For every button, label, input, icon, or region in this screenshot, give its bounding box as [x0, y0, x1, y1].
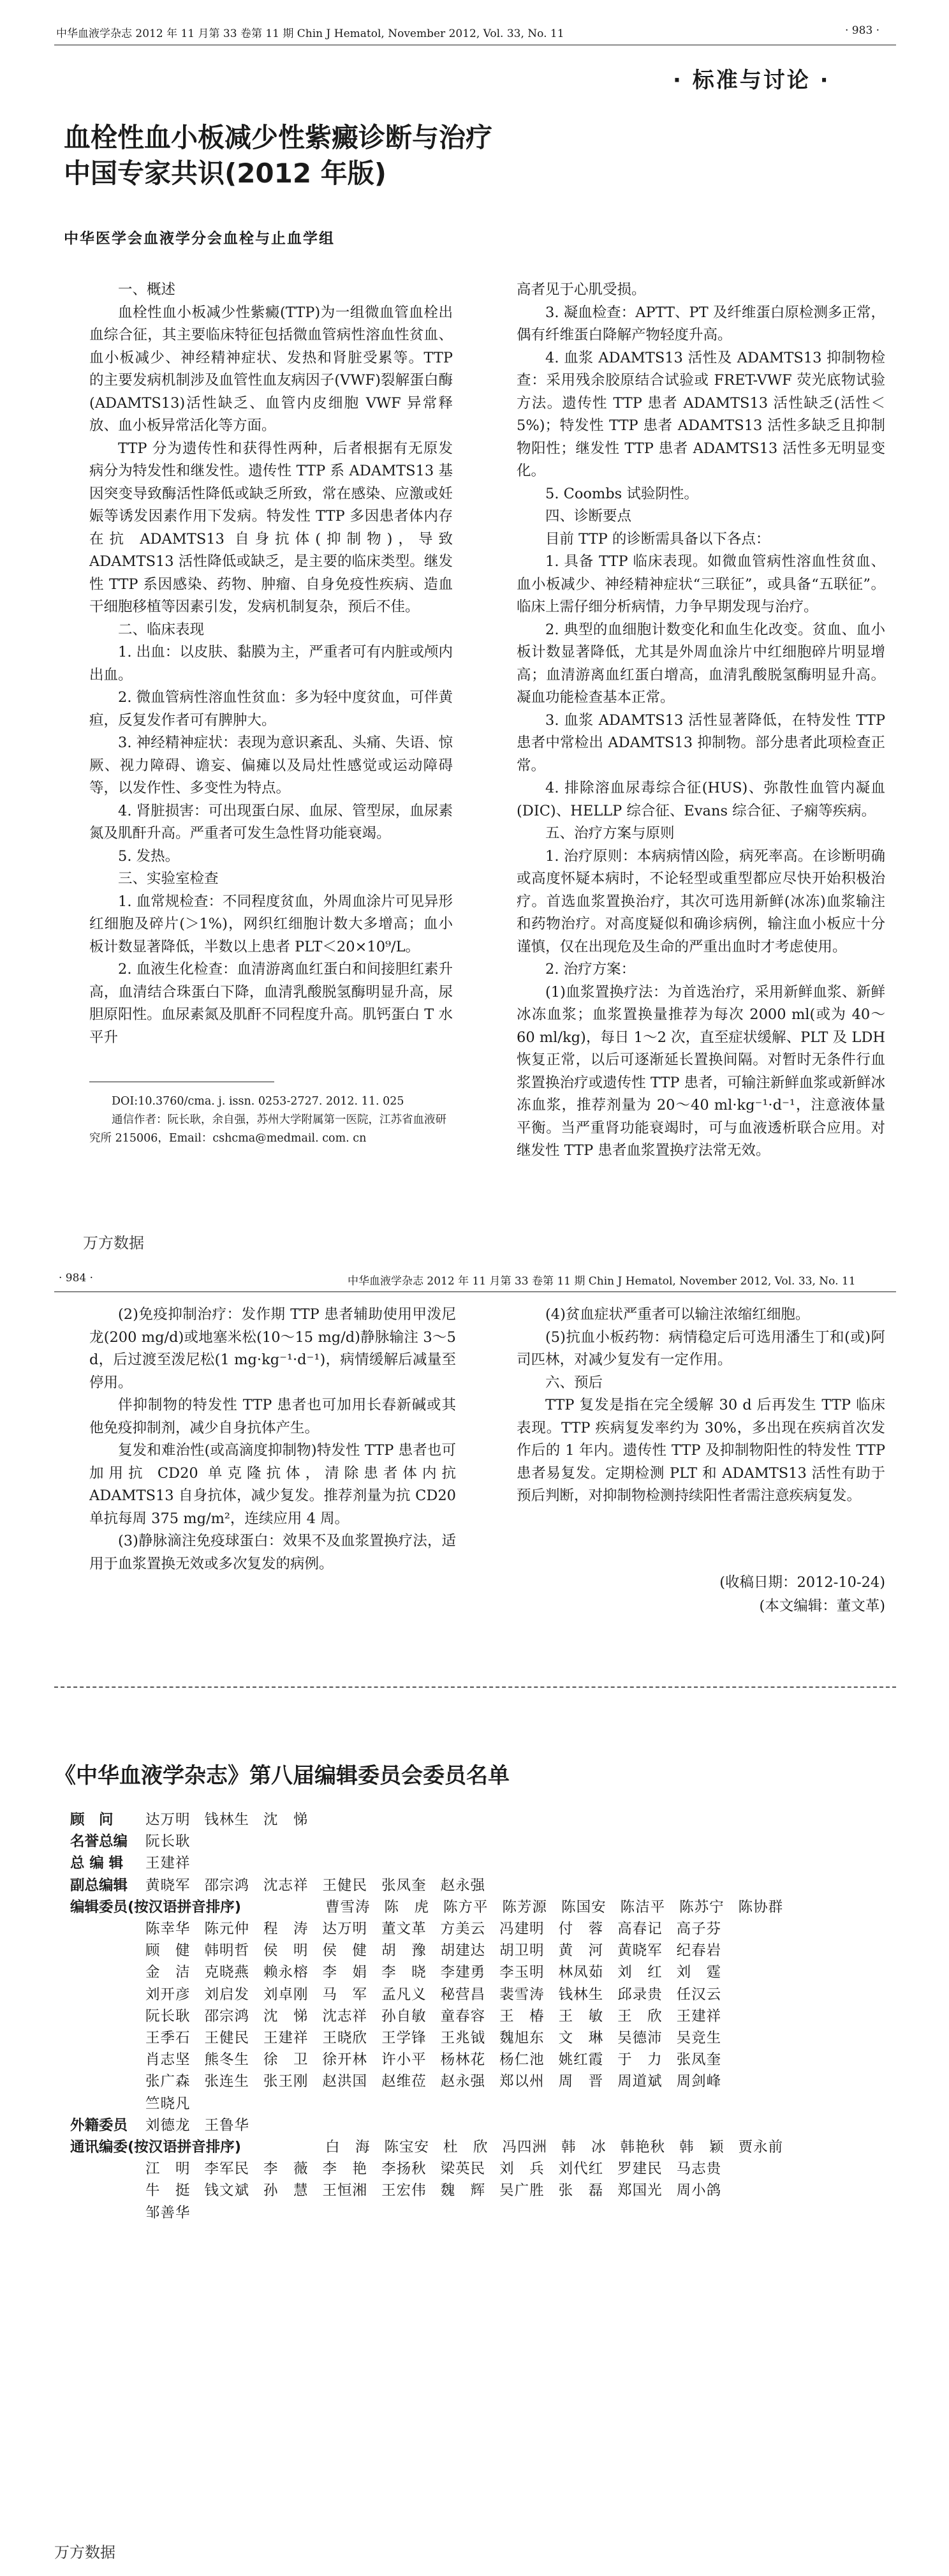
board-member: 高子芬 [676, 1921, 722, 1937]
board-member-names [145, 2202, 205, 2224]
section-heading: 一、概述 [118, 281, 176, 298]
board-row [70, 1809, 893, 1831]
body-column-right [517, 1304, 885, 1508]
doi: DOI:10.3760/cma. j. issn. 0253-2727. 2012. 11. 025 [112, 1095, 404, 1108]
board-member: 罗建民 [617, 2161, 663, 2178]
board-member: 阮长耿 [145, 1833, 191, 1850]
board-role-label: 外籍委员 [70, 2117, 128, 2134]
paragraph: 1. 血常规检查：不同程度贫血，外周血涂片可见异形红细胞及碎片(＞1%)，网织红细胞计数大多增高；血小板计数显著降低，半数以上患者 PLT＜20×10⁹/L。 [89, 893, 453, 955]
board-member: 马 军 [322, 1986, 368, 2003]
running-header: 中华血液学杂志 2012 年 11 月第 33 卷第 11 期 Chin J Hematol, November 2012, Vol. 33, No. 11 [56, 27, 564, 40]
board-row [70, 1940, 893, 1962]
board-member: 徐 卫 [263, 2051, 309, 2069]
board-member-names [145, 1962, 735, 1983]
board-member: 徐开林 [322, 2051, 368, 2069]
board-member: 李 薇 [263, 2161, 309, 2178]
board-row [70, 2202, 893, 2224]
board-member: 王建祥 [145, 1855, 191, 1872]
board-row [70, 1831, 893, 1852]
paragraph: 高者见于心肌受损。 [517, 281, 646, 298]
board-role-label: 总 编 辑 [70, 1855, 124, 1872]
section-heading: 六、预后 [545, 1374, 603, 1391]
board-role-label [70, 2006, 145, 2027]
board-member: 陈元仲 [204, 1921, 250, 1937]
board-member: 董文革 [381, 1921, 427, 1937]
board-member: 孟凡义 [381, 1986, 427, 2003]
board-row [70, 1962, 893, 1983]
board-member: 刘启发 [204, 1986, 250, 2003]
board-member: 侯 健 [322, 1942, 368, 1960]
paragraph: (1)血浆置换疗法：为首选治疗，采用新鲜血浆、新鲜冰冻血浆；血浆置换量推荐为每次 2000 ml(或为 40～60 ml/kg)，每日 1～2 次，直至症状缓解、PLT 及 LDH 恢复正常，以后可逐渐延长置换间隔。对暂时无条件行血浆置换治疗或遗传性 TTP 患者，可输注新鲜血浆或新鲜冰冻血浆，推荐剂量为 20～40 ml·kg⁻¹·d⁻¹，注意液体量平衡。当严重肾功能衰竭时，可与血液透析联合应用。对继发性 TTP 患者血浆置换疗法常无效。 [517, 983, 885, 1159]
board-member: 赖永榕 [263, 1964, 309, 1981]
paragraph: 3. 凝血检查：APTT、PT 及纤维蛋白原检测多正常，偶有纤维蛋白降解产物轻度升高。 [517, 304, 885, 343]
board-member: 李 娟 [322, 1964, 368, 1981]
board-member: 韩 颖 [679, 2139, 725, 2155]
board-member: 沈志祥 [263, 1877, 309, 1894]
paragraph: 1. 出血：以皮肤、黏膜为主，严重者可有内脏或颅内出血。 [89, 644, 453, 683]
board-member: 张凤奎 [381, 1877, 427, 1894]
board-member: 邵宗鸿 [204, 2007, 250, 2025]
board-member: 付 蓉 [558, 1921, 604, 1937]
board-member: 李玉明 [499, 1964, 545, 1981]
board-member: 沈 悌 [263, 1812, 309, 1828]
board-member: 林凤茹 [558, 1964, 604, 1981]
board-member: 王 椿 [499, 2007, 545, 2025]
board-role-label [70, 2158, 145, 2180]
board-member: 杜 欣 [443, 2139, 489, 2155]
board-member: 胡卫明 [499, 1942, 545, 1960]
board-member: 邱录贵 [617, 1986, 663, 2003]
board-member-names [145, 1809, 323, 1831]
board-title: 《中华血液学杂志》第八届编辑委员会委员名单 [54, 1763, 510, 1789]
board-member: 王建祥 [676, 2007, 722, 2025]
board-member: 达万明 [322, 1921, 368, 1937]
section-heading: 三、实验室检查 [118, 870, 219, 887]
page-number: · 984 · [59, 1272, 94, 1284]
board-member: 王学锋 [381, 2030, 427, 2046]
board-member: 竺晓凡 [145, 2095, 191, 2112]
board-member: 赵永强 [440, 1877, 486, 1894]
board-member: 刘 兵 [499, 2161, 545, 2178]
board-row [70, 1852, 893, 1874]
board-member: 梁英民 [440, 2161, 486, 2178]
board-row [70, 1918, 893, 1940]
board-member: 刘 红 [617, 1964, 663, 1981]
paragraph: (5)抗血小板药物：病情稳定后可选用潘生丁和(或)阿司匹林，对减少复发有一定作用。 [517, 1329, 885, 1368]
board-row [70, 2027, 893, 2049]
board-role-label: 名誉总编 [70, 1833, 128, 1850]
board-member: 方美云 [440, 1921, 486, 1937]
board-member: 孙自敏 [381, 2007, 427, 2025]
board-member: 李 晓 [381, 1964, 427, 1981]
board-member: 刘卓刚 [263, 1986, 309, 2003]
paragraph: 5. Coombs 试验阴性。 [545, 485, 698, 502]
board-member: 贾永前 [738, 2139, 784, 2155]
board-member: 冯四洲 [502, 2139, 548, 2155]
board-member: 韩艳秋 [620, 2139, 666, 2155]
board-member: 王 欣 [617, 2007, 663, 2025]
board-member: 胡 豫 [381, 1942, 427, 1960]
article-editor: (本文编辑：董文革) [759, 1598, 885, 1614]
board-row [70, 2006, 893, 2027]
watermark: 万方数据 [83, 1234, 144, 1252]
board-member: 张王刚 [263, 2073, 309, 2090]
board-member: 陈方平 [443, 1898, 489, 1916]
board-member: 邵宗鸿 [204, 1877, 250, 1894]
board-member-names [145, 2115, 263, 2136]
board-role-label [70, 2049, 145, 2071]
board-member: 赵洪国 [322, 2073, 368, 2090]
board-member: 高春记 [617, 1921, 663, 1937]
board-member: 刘 霆 [676, 1964, 722, 1981]
paragraph: 4. 肾脏损害：可出现蛋白尿、血尿、管型尿，血尿素氮及肌酐升高。严重者可发生急性肾功能衰竭。 [89, 802, 453, 842]
footnote [89, 1092, 453, 1148]
board-member: 金 洁 [145, 1964, 191, 1981]
board-member-names [145, 1940, 735, 1962]
board-member-names [325, 1896, 797, 1918]
board-role-label: 通讯编委(按汉语拼音排序) [70, 2139, 242, 2155]
board-member: 吴广胜 [499, 2182, 545, 2200]
board-member: 刘代红 [558, 2161, 604, 2178]
board-member: 秘营昌 [440, 1986, 486, 2003]
board-member-names [145, 2158, 735, 2180]
board-member: 陈苏宁 [679, 1898, 725, 1916]
corresponding-author: 通信作者：阮长耿，余自强，苏州大学附属第一医院，江苏省血液研究所 215006，Email：cshcma@medmail. com. cn [89, 1113, 446, 1145]
board-member-names [145, 1984, 735, 2006]
paragraph: (3)静脉滴注免疫球蛋白：效果不及血浆置换疗法，适用于血浆置换无效或多次复发的病例。 [89, 1533, 456, 1572]
paragraph: 伴抑制物的特发性 TTP 患者也可加用长春新碱或其他免疫抑制剂，减少自身抗体产生。 [89, 1397, 456, 1436]
board-member: 纪春岩 [676, 1942, 722, 1960]
board-member: 王宏伟 [381, 2182, 427, 2200]
board-member: 李 艳 [322, 2161, 368, 2178]
board-member: 韩 冰 [561, 2139, 607, 2155]
board-member: 肖志坚 [145, 2051, 191, 2069]
board-member: 陈幸华 [145, 1921, 191, 1937]
board-member: 赵维莅 [381, 2073, 427, 2090]
board-member: 王 敏 [558, 2007, 604, 2025]
board-role-label [70, 2071, 145, 2092]
board-member: 王兆钺 [440, 2030, 486, 2046]
board-member: 魏旭东 [499, 2030, 545, 2046]
board-row [70, 2071, 893, 2092]
board-member: 张广森 [145, 2073, 191, 2090]
paragraph: 5. 发热。 [118, 847, 180, 865]
board-member-names [145, 2027, 735, 2049]
paragraph: 4. 排除溶血尿毒综合征(HUS)、弥散性血管内凝血(DIC)、HELLP 综合征、Evans 综合征、子痫等疾病。 [517, 780, 885, 819]
board-member: 于 力 [617, 2051, 663, 2069]
body-column-right [517, 279, 885, 1163]
paragraph: 1. 治疗原则：本病病情凶险，病死率高。在诊断明确或高度怀疑本病时，不论轻型或重型都应尽快开始积极治疗。首选血浆置换治疗，其次可选用新鲜(冰冻)血浆输注和药物治疗。对高度疑似和确诊病例，输注血小板应十分谨慎，仅在出现危及生命的严重出血时才考虑使用。 [517, 847, 885, 955]
board-member: 白 海 [325, 2139, 371, 2155]
board-member: 程 涛 [263, 1921, 309, 1937]
board-member: 马志贵 [676, 2161, 722, 2178]
paragraph: TTP 复发是指在完全缓解 30 d 后再发生 TTP 临床表现。TTP 疾病复发率约为 30%，多出现在疾病首次发作后的 1 年内。遗传性 TTP 及抑制物阳性的特发性 TTP 患者易复发。定期检测 PLT 和 ADAMTS13 活性有助于预后判断，对抑制物检测持续阳性者需注意疾病复发。 [517, 1397, 885, 1504]
board-member: 张 磊 [558, 2182, 604, 2200]
paragraph: 3. 血浆 ADAMTS13 活性显著降低，在特发性 TTP 患者中常检出 ADAMTS13 抑制物。部分患者此项检查正常。 [517, 711, 885, 774]
board-member: 王健民 [322, 1877, 368, 1894]
board-member: 张凤奎 [676, 2051, 722, 2069]
section-tag: · 标准与讨论 · [673, 68, 830, 93]
title-line-2: 中国专家共识(2012 年版) [64, 158, 386, 189]
paragraph: 2. 治疗方案： [545, 961, 636, 978]
board-member: 江 明 [145, 2161, 191, 2178]
section-divider [54, 1686, 896, 1688]
author-group: 中华医学会血液学分会血栓与止血学组 [64, 230, 335, 247]
paragraph: 4. 血浆 ADAMTS13 活性及 ADAMTS13 抑制物检查：采用残余胶原结合试验或 FRET-VWF 荧光底物试验方法。遗传性 TTP 患者 ADAMTS13 活性缺乏(活性＜5%)；特发性 TTP 患者 ADAMTS13 活性多缺乏且抑制物阳性；继发性 TTP 患者 ADAMTS13 活性多无明显变化。 [517, 349, 885, 479]
board-role-label [70, 2093, 145, 2115]
board-member: 阮长耿 [145, 2007, 191, 2025]
board-member: 李军民 [204, 2161, 250, 2178]
board-member: 王鲁华 [204, 2117, 250, 2134]
board-member: 张连生 [204, 2073, 250, 2090]
board-member: 钱林生 [558, 1986, 604, 2003]
board-member: 郑国光 [617, 2182, 663, 2200]
board-role-label: 顾 问 [70, 1812, 114, 1828]
board-member: 刘德龙 [145, 2117, 191, 2134]
board-member: 王晓欣 [322, 2030, 368, 2046]
body-column-left [89, 1304, 456, 1575]
paragraph: 1. 具备 TTP 临床表现。如微血管病性溶血性贫血、血小板减少、神经精神症状“三联征”，或具备“五联征”。临床上需仔细分析病情，力争早期发现与治疗。 [517, 553, 885, 615]
board-member: 陈 虎 [384, 1898, 430, 1916]
board-member: 魏 辉 [440, 2182, 486, 2200]
paragraph: 复发和难治性(或高滴度抑制物)特发性 TTP 患者也可加用抗 CD20 单克隆抗体，清除患者体内抗 ADAMTS13 自身抗体，减少复发。推荐剂量为抗 CD20 单抗每周 375 mg/m²，连续应用 4 周。 [89, 1442, 456, 1527]
board-row [70, 1875, 893, 1896]
board-member-names [145, 2180, 735, 2201]
running-header: 中华血液学杂志 2012 年 11 月第 33 卷第 11 期 Chin J Hematol, November 2012, Vol. 33, No. 11 [348, 1275, 856, 1288]
board-member-names [145, 1852, 205, 1874]
board-member: 黄晓军 [617, 1942, 663, 1960]
board-role-label [70, 1940, 145, 1962]
board-member: 周小鸽 [676, 2182, 722, 2200]
board-member: 达万明 [145, 1812, 191, 1828]
board-row [70, 2158, 893, 2180]
board-member: 童春容 [440, 2007, 486, 2025]
board-member: 裴雪涛 [499, 1986, 545, 2003]
board-member: 杨仁池 [499, 2051, 545, 2069]
board-member: 韩明哲 [204, 1942, 250, 1960]
board-row [70, 2093, 893, 2115]
board-member: 陈协群 [738, 1898, 784, 1916]
board-member: 牛 挺 [145, 2182, 191, 2200]
body-column-left [89, 279, 453, 1049]
board-row [70, 2136, 893, 2158]
board-member: 孙 慧 [263, 2182, 309, 2200]
board-member: 顾 健 [145, 1942, 191, 1960]
paragraph: 2. 微血管病性溶血性贫血：多为轻中度贫血，可伴黄疸，反复发作者可有脾肿大。 [89, 689, 453, 729]
board-member: 赵永强 [440, 2073, 486, 2090]
board-role-label [70, 1984, 145, 2006]
board-member: 李扬秋 [381, 2161, 427, 2178]
board-member: 侯 明 [263, 1942, 309, 1960]
board-member-names [145, 1875, 499, 1896]
board-member: 沈志祥 [322, 2007, 368, 2025]
board-member: 吴竞生 [676, 2030, 722, 2046]
board-member-names [145, 2049, 735, 2071]
title-line-1: 血栓性血小板减少性紫癜诊断与治疗 [64, 122, 493, 153]
watermark: 万方数据 [54, 2543, 115, 2561]
page-number: · 983 · [845, 24, 880, 37]
board-member: 郑以州 [499, 2073, 545, 2090]
board-member: 王恒湘 [322, 2182, 368, 2200]
paragraph: 3. 神经精神症状：表现为意识紊乱、头痛、失语、惊厥、视力障碍、谵妄、偏瘫以及局灶性感觉或运动障碍等，以发作性、多变性为特点。 [89, 734, 453, 796]
board-member: 姚红霞 [558, 2051, 604, 2069]
board-member-names [145, 2093, 205, 2115]
board-member: 王健民 [204, 2030, 250, 2046]
board-member: 王建祥 [263, 2030, 309, 2046]
board-member: 克晓燕 [204, 1964, 250, 1981]
board-member-names [145, 1918, 735, 1940]
paragraph: (4)贫血症状严重者可以输注浓缩红细胞。 [545, 1306, 810, 1323]
board-member: 胡建达 [440, 1942, 486, 1960]
board-member-names [325, 2136, 797, 2158]
board-member: 陈洁平 [620, 1898, 666, 1916]
board-row [70, 1896, 893, 1918]
board-member: 李建勇 [440, 1964, 486, 1981]
board-member: 周 晋 [558, 2073, 604, 2090]
board-role-label [70, 2202, 145, 2224]
board-row [70, 2049, 893, 2071]
board-row [70, 2180, 893, 2201]
board-member: 熊冬生 [204, 2051, 250, 2069]
board-member: 周道斌 [617, 2073, 663, 2090]
board-member: 黄晓军 [145, 1877, 191, 1894]
board-member: 曹雪涛 [325, 1898, 371, 1916]
board-member: 任汉云 [676, 1986, 722, 2003]
board-role-label [70, 1962, 145, 1983]
board-member-names [145, 2006, 735, 2027]
board-member-names [145, 1831, 205, 1852]
board-role-label [70, 2027, 145, 2049]
board-row [70, 2115, 893, 2136]
board-role-label [70, 1918, 145, 1940]
section-heading: 二、临床表现 [118, 621, 205, 638]
board-member: 邹善华 [145, 2204, 191, 2221]
board-member: 吴德沛 [617, 2030, 663, 2046]
board-member: 冯建明 [499, 1921, 545, 1937]
board-member: 钱林生 [204, 1812, 250, 1828]
paragraph: 目前 TTP 的诊断需具备以下各点： [545, 530, 770, 547]
board-member: 刘开彦 [145, 1986, 191, 2003]
board-member: 陈宝安 [384, 2139, 430, 2155]
paragraph: (2)免疫抑制治疗：发作期 TTP 患者辅助使用甲泼尼龙(200 mg/d)或地塞米松(10～15 mg/d)静脉输注 3～5 d，后过渡至泼尼松(1 mg·kg⁻¹·d⁻¹)，病情缓解后减量至停用。 [89, 1306, 456, 1391]
paragraph: 2. 血液生化检查：血清游离血红蛋白和间接胆红素升高，血清结合珠蛋白下降，血清乳酸脱氢酶明显升高，尿胆原阳性。血尿素氮及肌酐不同程度升高。肌钙蛋白 T 水平升 [89, 961, 453, 1046]
board-member: 陈国安 [561, 1898, 607, 1916]
paragraph: 2. 典型的血细胞计数变化和血生化改变。贫血、血小板计数显著降低，尤其是外周血涂片中红细胞碎片明显增高；血清游离血红蛋白增高，血清乳酸脱氢酶明显升高。凝血功能检查基本正常。 [517, 621, 885, 706]
board-member: 杨林花 [440, 2051, 486, 2069]
board-member: 黄 河 [558, 1942, 604, 1960]
board-role-label: 副总编辑 [70, 1877, 128, 1894]
board-role-label [70, 2180, 145, 2201]
section-heading: 四、诊断要点 [545, 508, 632, 525]
paragraph: 血栓性血小板减少性紫癜(TTP)为一组微血管血栓出血综合征，其主要临床特征包括微血管病性溶血性贫血、血小板减少、神经精神症状、发热和肾脏受累等。TTP 的主要发病机制涉及血管性血友病因子(VWF)裂解蛋白酶(ADAMTS13)活性缺乏、血管内皮细胞 VWF 异常释放、血小板异常活化等方面。 [89, 304, 453, 434]
board-member-names [145, 2071, 735, 2092]
board-member: 周剑峰 [676, 2073, 722, 2090]
paragraph: TTP 分为遗传性和获得性两种，后者根据有无原发病分为特发性和继发性。遗传性 TTP 系 ADAMTS13 基因突变导致酶活性降低或缺乏所致，常在感染、应激或妊娠等诱发因素作用下发病。特发性 TTP 多因患者体内存在抗 ADAMTS13 自身抗体(抑制物)，导致 ADAMTS13 活性降低或缺乏，是主要的临床类型。继发性 TTP 系因感染、药物、肿瘤、自身免疫性疾病、造血干细胞移植等因素引发，发病机制复杂，预后不佳。 [89, 440, 453, 615]
board-row [70, 1984, 893, 2006]
board-member: 陈芳源 [502, 1898, 548, 1916]
section-heading: 五、治疗方案与原则 [545, 825, 675, 842]
board-member: 王季石 [145, 2030, 191, 2046]
article-title [64, 120, 492, 191]
board-member: 许小平 [381, 2051, 427, 2069]
received-date: (收稿日期：2012-10-24) [719, 1574, 885, 1591]
board-member: 钱文斌 [204, 2182, 250, 2200]
board-member: 文 琳 [558, 2030, 604, 2046]
board-member: 沈 悌 [263, 2007, 309, 2025]
board-role-label: 编辑委员(按汉语拼音排序) [70, 1898, 242, 1916]
